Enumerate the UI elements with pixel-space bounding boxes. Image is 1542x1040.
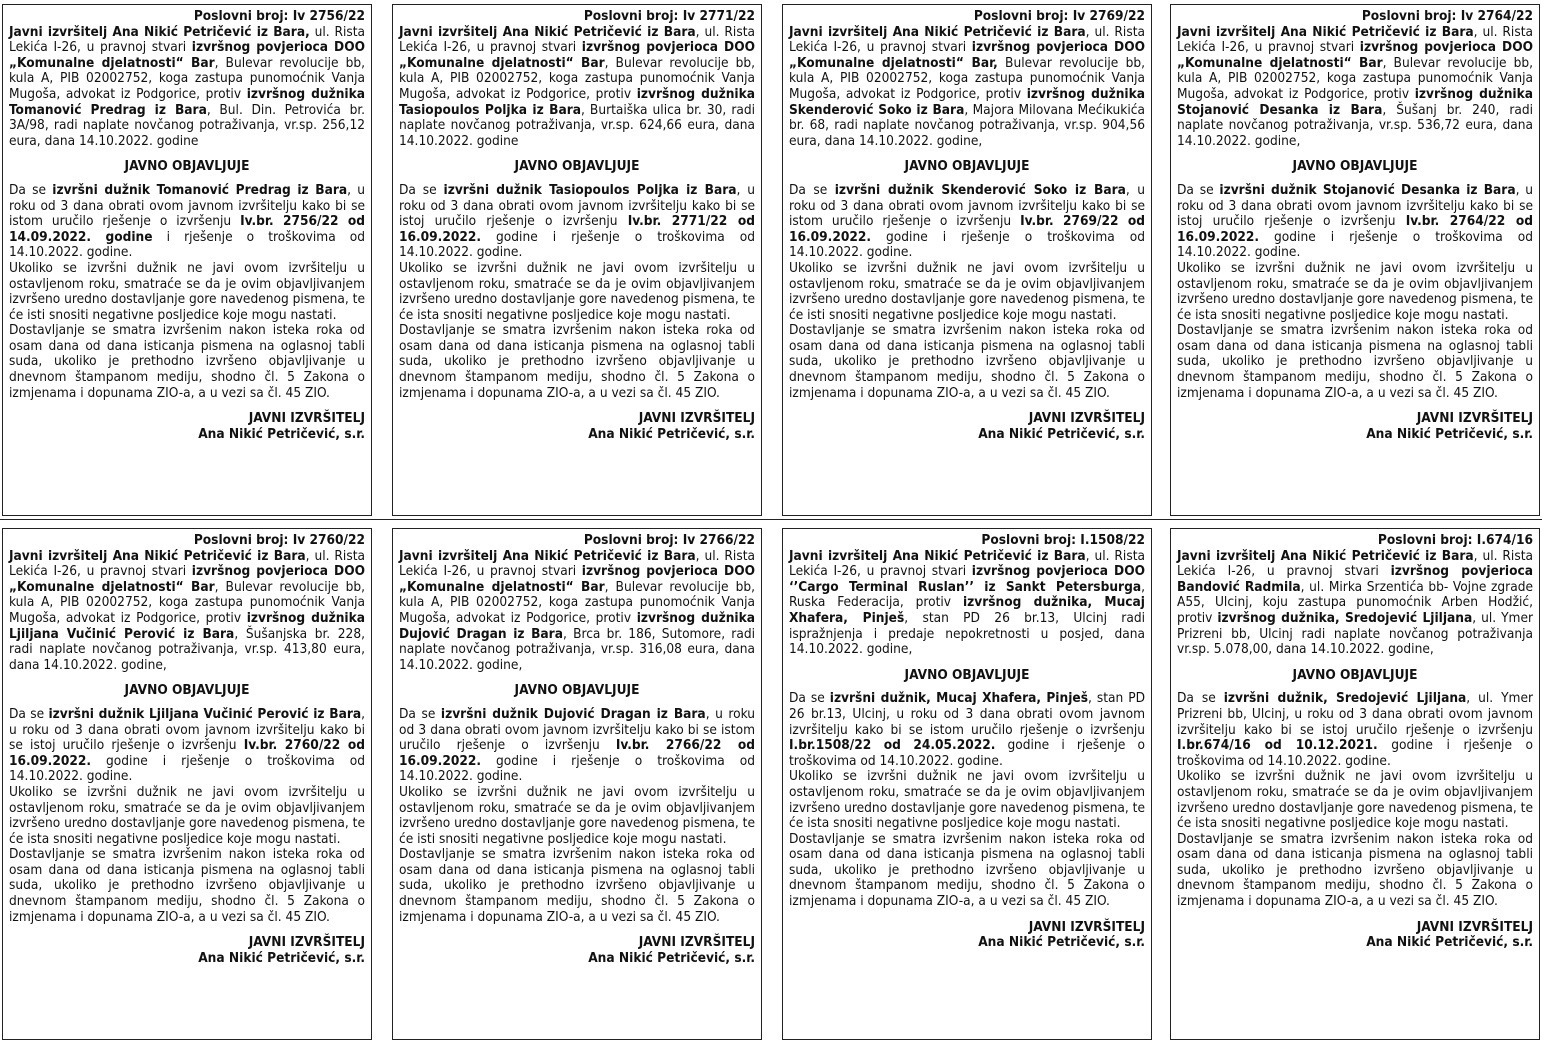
text-run: , u roku od 3 dana obrati ovom javnom izvršitelju kako bi se istoj uručilo rješenje o izvršenju: [399, 181, 755, 230]
bold-text-run: Javni izvršitelj Ana Nikić Petričević iz Bara: [399, 23, 696, 40]
notice-paragraph: Dostavljanje se smatra izvršenim nakon isteka roka od osam dana od dana isticanja pismena na oglasnoj tabli suda, ukoliko je prethodno izvršeno objavljivanje u dnevnom štampanom mediju, shodno čl. 5 Zakona o izmjenama i dopunama ZIO-a, a u vezi sa čl. 45 ZIO.: [9, 846, 365, 925]
signature-name: Ana Nikić Petričević, s.r.: [978, 934, 1145, 951]
text-run: godine i rješenje o troškovima od 14.10.2022. godine.: [399, 228, 755, 261]
bold-text-run: Javni izvršitelj Ana Nikić Petričević iz Bara: [399, 547, 696, 564]
bold-text-run: Iv.br. 2760/22 od 16.09.2022.: [9, 737, 365, 769]
notice-paragraph: Ukoliko se izvršni dužnik ne javi ovom izvršitelju u ostavljenom roku, smatraće se da je ovim objavljivanjem izvršeno uredno dostavljanje gore navedenog pismena, te će ista snositi negativne posljedice koje mogu nastati.: [9, 783, 365, 847]
notice-intro: [1177, 549, 1533, 658]
bold-text-run: izvršni dužnik Tomanović Predrag iz Bara: [52, 181, 348, 198]
notice-card: [2, 528, 372, 1040]
case-number: Poslovni broj: Iv 2769/22: [973, 8, 1145, 24]
bold-text-run: Iv.br. 2766/22 od 16.09.2022.: [399, 737, 756, 769]
bold-text-run: I.br.674/16 od 10.12.2021.: [1177, 737, 1378, 754]
text-run: , ul. Rista Lekića I-26, u pravnoj stvari: [9, 547, 365, 580]
text-run: , u roku od 3 dana obrati ovom javnom izvršitelju kako bi se istoj uručilo rješenje o izvršenju: [1177, 181, 1534, 230]
text-run: , Burtaiška ulica br. 30, radi naplate novčanog potraživanja, vr.sp. 624,66 eura, dana 14.10.2022. godine: [399, 101, 755, 149]
text-run: , ul. Rista Lekića I-26, u pravnoj stvari: [1177, 547, 1533, 580]
bold-text-run: izvršni dužnik Tasiopoulos Poljka iz Bara: [443, 181, 737, 198]
notice-paragraph: Ukoliko se izvršni dužnik ne javi ovom izvršitelju u ostavljenom roku, smatraće se da je ovim objavljivanjem izvršeno uredno dostavljanje gore navedenog pismena, te će ista snositi negativne posljedice koje mogu nastati.: [789, 768, 1145, 832]
notice-card: [1170, 4, 1540, 516]
bold-text-run: izvršni dužnik Stojanović Desanka iz Bara: [1219, 181, 1516, 198]
text-run: , u roku od 3 dana obrati ovom javnom izvršitelju kako bi se istom uručilo rješenje o izvršenju: [789, 181, 1145, 230]
text-run: i rješenje o troškovima od 14.10.2022. godine.: [9, 228, 365, 261]
text-run: , ul. Mirka Srzentića bb- Vojne zgrade A55, Ulcinj, koju zastupa punomoćnik Arben Hodžić, protiv: [1177, 578, 1533, 626]
notice-paragraph: [1177, 691, 1533, 769]
text-run: , Bulevar revolucije bb, kula A, PIB 02002752, koga zastupa punomoćnik Vanja Mugoša, advokat iz Podgorice, protiv: [9, 54, 365, 102]
notice-paragraph: Ukoliko se izvršni dužnik ne javi ovom izvršitelju u ostavljenom roku, smatraće se da je ovim objavljivanjem izvršeno uredno dostavljanje gore navedenog pismena, te će isti snositi negativne posljedice koje mogu nastati.: [399, 783, 755, 847]
case-number: Poslovni broj: Iv 2771/22: [583, 8, 755, 24]
notice-intro: [789, 25, 1145, 150]
bold-text-run: izvršnog povjerioca DOO „Komunalne djelatnosti“ Bar: [399, 563, 755, 595]
text-run: Da se: [789, 181, 835, 198]
bold-text-run: izvršnog dužnika Dujović Dragan iz Bara: [399, 609, 755, 642]
row-divider: [0, 519, 1542, 520]
bold-text-run: izvršnog dužnika Stojanović Desanka iz Bara: [1177, 85, 1533, 118]
bold-text-run: izvršni dužnik Skenderović Soko iz Bara: [834, 181, 1126, 198]
signature-title: JAVNI IZVRŠITELJ: [638, 934, 755, 951]
signature-title: JAVNI IZVRŠITELJ: [1416, 918, 1533, 935]
bold-text-run: izvršnog povjerioca DOO „Komunalne djelatnosti“ Bar: [399, 39, 755, 71]
bold-text-run: Javni izvršitelj Ana Nikić Petričević iz Bara: [1177, 23, 1474, 40]
notice-card: [2, 4, 372, 516]
bold-text-run: izvršni dužnik, Mucaj Xhafera, Pinješ: [829, 690, 1088, 707]
text-run: Da se: [9, 181, 53, 198]
notice-card: [782, 528, 1152, 1040]
bold-text-run: Javni izvršitelj Ana Nikić Petričević iz Bara,: [9, 23, 310, 40]
notice-paragraph: [399, 183, 755, 261]
text-run: ul. Rista Lekića I-26, u pravnoj stvari: [9, 23, 365, 56]
text-run: , ul. Ymer Prizreni bb, Ulcinj radi naplate novčanog potraživanja vr.sp. 5.078,00, dana 14.10.2022. godine,: [1177, 609, 1534, 658]
notice-card: [1170, 528, 1540, 1040]
notice-paragraph: Dostavljanje se smatra izvršenim nakon isteka roka od osam dana od dana isticanja pismena na oglasnoj tabli suda, ukoliko je prethodno izvršeno objavljivanje u dnevnom štampanom mediju, shodno čl. 5 Zakona o izmjenama i dopunama ZIO-a, a u vezi sa čl. 45 ZIO.: [789, 322, 1145, 401]
bold-text-run: Javni izvršitelj Ana Nikić Petričević iz Bara: [9, 547, 306, 564]
text-run: , ul. Ymer Prizreni bb, Ulcinj, u roku od 3 dana obrati ovom javnom izvršitelju kako bi se istoj uručilo rješenje o izvršenju: [1177, 690, 1534, 738]
signature-title: JAVNI IZVRŠITELJ: [1416, 410, 1533, 427]
notice-paragraph: Ukoliko se izvršni dužnik ne javi ovom izvršitelju u ostavljenom roku, smatraće se da je ovim objavljivanjem izvršeno uredno dostavljanje gore navedenog pismena, te će ista snositi negativne posljedice koje mogu nastati.: [1177, 768, 1533, 832]
notice-paragraph: [399, 707, 755, 785]
bold-text-run: izvršnog povjerioca DOO „Komunalne djelatnosti“ Bar: [9, 563, 365, 595]
text-run: , Brca br. 186, Sutomore, radi naplate novčanog potraživanja, vr.sp. 316,08 eura, dana 14.10.2022. godine,: [399, 625, 755, 673]
text-run: , Šušanj br. 240, radi naplate novčanog potraživanja, vr.sp. 536,72 eura, dana 14.10.2022. godine,: [1177, 101, 1534, 149]
text-run: , ul. Rista Lekića I-26, u pravnoj stvari: [789, 547, 1145, 580]
signature-name: Ana Nikić Petričević, s.r.: [978, 425, 1145, 442]
text-run: , u roku od 3 dana obrati ovom javnom izvršitelju kako bi se istom uručilo rješenje o izvršenju: [9, 181, 365, 230]
notice-intro: [399, 549, 755, 674]
signature: [9, 411, 365, 442]
bold-text-run: izvršnog povjerioca DOO „Komunalne djelatnosti“ Bar: [1177, 39, 1533, 71]
bold-text-run: Javni izvršitelj Ana Nikić Petričević iz Bara: [1177, 547, 1474, 564]
signature: [1177, 920, 1533, 951]
text-run: , ul. Rista Lekića I-26, u pravnoj stvari: [399, 547, 755, 580]
notice-paragraph: Dostavljanje se smatra izvršenim nakon isteka roka od osam dana od dana isticanja pismena na oglasnoj tabli suda, ukoliko je prethodno izvršeno objavljivanje u dnevnom štampanom mediju, shodno čl. 5 Zakona o izmjenama i dopunama ZIO-a, a u vezi sa čl. 45 ZIO.: [399, 322, 755, 401]
signature: [399, 935, 755, 966]
notice-paragraph: [789, 183, 1145, 261]
bold-text-run: izvršnog povjerioca DOO ‘’Cargo Terminal Ruslan’’ iz Sankt Petersburga: [789, 563, 1145, 595]
bold-text-run: izvršnog dužnika Ljiljana Vučinić Perović iz Bara: [9, 609, 365, 642]
text-run: Da se: [9, 705, 49, 722]
notice-paragraph: [9, 707, 365, 785]
bold-text-run: izvršnog dužnika, Mucaj Xhafera, Pinješ: [789, 594, 1145, 626]
signature: [9, 935, 365, 966]
text-run: godine i rješenje o troškovima od 14.10.2022. godine.: [9, 752, 365, 785]
signature-title: JAVNI IZVRŠITELJ: [1028, 918, 1145, 935]
signature: [399, 411, 755, 442]
notice-heading: JAVNO OBJAVLJUJE: [1292, 158, 1418, 175]
signature-name: Ana Nikić Petričević, s.r.: [588, 949, 755, 966]
text-run: , Majora Milovana Mećikukića br. 68, radi naplate novčanog potraživanja, vr.sp. 904,56 eura, dana 14.10.2022. godine,: [789, 101, 1145, 149]
notice-card: [782, 4, 1152, 516]
notice-paragraph: Ukoliko se izvršni dužnik ne javi ovom izvršitelju u ostavljenom roku, smatraće se da je ovim objavljivanjem izvršeno uredno dostavljanje gore navedenog pismena, te će isti snositi negativne posljedice koje mogu nastati.: [789, 259, 1145, 323]
bold-text-run: izvršnog dužnika Skenderović Soko iz Bara: [789, 85, 1145, 118]
text-run: , stan PD 26 br.13, Ulcinj radi ispražnjenja i predaje nepokretnosti u posjed, dana 14.10.2022. godine,: [789, 609, 1145, 658]
signature-title: JAVNI IZVRŠITELJ: [248, 410, 365, 427]
notice-intro: [399, 25, 755, 150]
bold-text-run: Javni izvršitelj Ana Nikić Petričević iz Bara: [789, 547, 1086, 564]
text-run: , stan PD 26 br.13, Ulcinj, u roku od 3 dana obrati ovom javnom izvršitelju kako bi se istom uručilo rješenje o izvršenju: [789, 690, 1146, 738]
text-run: Da se: [789, 690, 830, 707]
text-run: godine i rješenje o troškovima od 14.10.2022. godine.: [1177, 737, 1533, 769]
notice-card: [392, 4, 762, 516]
bold-text-run: Iv.br. 2756/22 od 14.09.2022. godine: [9, 213, 365, 245]
notice-intro: [789, 549, 1145, 658]
notice-heading: JAVNO OBJAVLJUJE: [1292, 666, 1418, 683]
text-run: Da se: [399, 705, 441, 722]
bold-text-run: Javni izvršitelj Ana Nikić Petričević iz Bara: [789, 23, 1086, 40]
notice-intro: [1177, 25, 1533, 150]
case-number: Poslovni broj: Iv 2760/22: [193, 532, 365, 548]
text-run: , Bulevar revolucije bb, kula A, PIB 02002752, koga zastupa punomoćnik Vanja Mugoša, advokat iz Podgorice, protiv: [9, 578, 365, 626]
text-run: Bulevar revolucije bb, kula A, PIB 02002752, koga zastupa punomoćnik Vanja Mugoša, advokat iz Podgorice, protiv: [789, 54, 1145, 102]
text-run: godine i rješenje o troškovima od 14.10.2022. godine.: [789, 228, 1145, 261]
signature: [1177, 411, 1533, 442]
text-run: , Šušanjska br. 228, radi naplate novčanog potraživanja, vr.sp. 413,80 eura, dana 14.10.2022. godine,: [9, 625, 365, 673]
case-number: Poslovni broj: Iv 2766/22: [583, 532, 755, 548]
case-number: Poslovni broj: Iv 2764/22: [1361, 8, 1533, 24]
notice-heading: JAVNO OBJAVLJUJE: [514, 158, 640, 175]
bold-text-run: izvršnog povjerioca DOO „Komunalne djelatnosti“ Bar,: [789, 39, 1145, 71]
signature-title: JAVNI IZVRŠITELJ: [248, 934, 365, 951]
notice-paragraph: Dostavljanje se smatra izvršenim nakon isteka roka od osam dana od dana isticanja pismena na oglasnoj tabli suda, ukoliko je prethodno izvršeno objavljivanje u dnevnom štampanom mediju, shodno čl. 5 Zakona o izmjenama i dopunama ZIO-a, a u vezi sa čl. 45 ZIO.: [9, 322, 365, 401]
bold-text-run: izvršnog dužnika Tomanović Predrag iz Bara: [9, 85, 365, 118]
text-run: Da se: [1177, 181, 1220, 198]
notice-heading: JAVNO OBJAVLJUJE: [514, 682, 640, 699]
text-run: godine i rješenje o troškovima od 14.10.2022. godine.: [399, 752, 755, 785]
case-number: Poslovni broj: Iv 2756/22: [193, 8, 365, 24]
notice-heading: JAVNO OBJAVLJUJE: [124, 682, 250, 699]
bold-text-run: izvršnog povjerioca Bandović Radmila: [1177, 563, 1533, 595]
bold-text-run: I.br.1508/22 od 24.05.2022.: [789, 737, 996, 754]
notice-paragraph: Dostavljanje se smatra izvršenim nakon isteka roka od osam dana od dana isticanja pismena na oglasnoj tabli suda, ukoliko je prethodno izvršeno objavljivanje u dnevnom štampanom mediju, shodno čl. 5 Zakona o izmjenama i dopunama ZIO-a, a u vezi sa čl. 45 ZIO.: [1177, 322, 1533, 401]
bold-text-run: Iv.br. 2764/22 od 16.09.2022.: [1177, 213, 1533, 245]
text-run: , Bulevar revolucije bb, kula A, PIB 02002752, koga zastupa punomoćnik Vanja Mugoša, advokat iz Podgorice, protiv: [399, 578, 755, 626]
notice-intro: [9, 25, 365, 150]
signature-name: Ana Nikić Petričević, s.r.: [588, 425, 755, 442]
notice-paragraph: [9, 183, 365, 261]
bold-text-run: izvršnog dužnika Tasiopoulos Poljka iz Bara: [399, 85, 755, 118]
text-run: Da se: [399, 181, 444, 198]
text-run: , ul. Rista Lekića I-26, u pravnoj stvari: [1177, 23, 1533, 56]
notice-heading: JAVNO OBJAVLJUJE: [904, 666, 1030, 683]
bold-text-run: Iv.br. 2769/22 od 16.09.2022.: [789, 213, 1145, 245]
notice-paragraph: Dostavljanje se smatra izvršenim nakon isteka roka od osam dana od dana isticanja pismena na oglasnoj tabli suda, ukoliko je prethodno izvršeno objavljivanje u dnevnom štampanom mediju, shodno čl. 5 Zakona o izmjenama i dopunama ZIO-a, a u vezi sa čl. 45 ZIO.: [399, 846, 755, 925]
bold-text-run: izvršnog dužnika, Sredojević Ljiljana: [1217, 609, 1473, 626]
notice-intro: [9, 549, 365, 674]
text-run: , Bul. Din. Petrovića br. 3A/98, radi naplate novčanog potraživanja, vr.sp. 256,12 eura, dana 14.10.2022. godine: [9, 101, 365, 149]
notice-heading: JAVNO OBJAVLJUJE: [904, 158, 1030, 175]
signature-name: Ana Nikić Petričević, s.r.: [1366, 934, 1533, 951]
text-run: , u roku od 3 dana obrati ovom javnom izvršitelju kako bi se istom uručilo rješenje o izvršenju: [399, 705, 756, 754]
signature-name: Ana Nikić Petričević, s.r.: [198, 949, 365, 966]
bold-text-run: izvršni dužnik, Sredojević Ljiljana: [1223, 690, 1467, 707]
notice-paragraph: [789, 691, 1145, 769]
case-number: Poslovni broj: I.1508/22: [981, 532, 1145, 548]
text-run: , Bulevar revolucije bb, kula A, PIB 02002752, koga zastupa punomoćnik Vanja Mugoša, advokat iz Podgorice, protiv: [399, 54, 755, 102]
signature: [789, 411, 1145, 442]
text-run: , u roku od 3 dana obrati ovom javnom izvršitelju kako bi se istoj uručilo rješenje o izvršenju: [9, 705, 365, 754]
signature: [789, 920, 1145, 951]
text-run: godine i rješenje o troškovima od 14.10.2022. godine.: [1177, 228, 1533, 261]
signature-name: Ana Nikić Petričević, s.r.: [198, 425, 365, 442]
notice-paragraph: Ukoliko se izvršni dužnik ne javi ovom izvršitelju u ostavljenom roku, smatraće se da je ovim objavljivanjem izvršeno uredno dostavljanje gore navedenog pismena, te će ista snositi negativne posljedice koje mogu nastati.: [399, 259, 755, 323]
text-run: Da se: [1177, 690, 1224, 707]
notice-paragraph: Ukoliko se izvršni dužnik ne javi ovom izvršitelju u ostavljenom roku, smatraće se da je ovim objavljivanjem izvršeno uredno dostavljanje gore navedenog pismena, te će isti snositi negativne posljedice koje mogu nastati.: [9, 259, 365, 323]
notice-paragraph: [1177, 183, 1533, 261]
signature-name: Ana Nikić Petričević, s.r.: [1366, 425, 1533, 442]
bold-text-run: izvršni dužnik Ljiljana Vučinić Perović iz Bara: [48, 705, 362, 722]
notice-paragraph: Dostavljanje se smatra izvršenim nakon isteka roka od osam dana od dana isticanja pismena na oglasnoj tabli suda, ukoliko je prethodno izvršeno objavljivanje u dnevnom štampanom mediju, shodno čl. 5 Zakona o izmjenama i dopunama ZIO-a, a u vezi sa čl. 45 ZIO.: [1177, 830, 1533, 910]
text-run: , ul. Rista Lekića I-26, u pravnoj stvari: [399, 23, 755, 56]
bold-text-run: Iv.br. 2771/22 od 16.09.2022.: [399, 213, 755, 245]
text-run: , ul. Rista Lekića I-26, u pravnoj stvari: [789, 23, 1145, 56]
bold-text-run: izvršni dužnik Dujović Dragan iz Bara: [440, 705, 706, 722]
text-run: , Ruska Federacija, protiv: [789, 578, 1145, 611]
case-number: Poslovni broj: I.674/16: [1377, 532, 1533, 548]
notice-card: [392, 528, 762, 1040]
signature-title: JAVNI IZVRŠITELJ: [1028, 410, 1145, 427]
signature-title: JAVNI IZVRŠITELJ: [638, 410, 755, 427]
notice-paragraph: Ukoliko se izvršni dužnik ne javi ovom izvršitelju u ostavljenom roku, smatraće se da je ovim objavljivanjem izvršeno uredno dostavljanje gore navedenog pismena, te će ista snositi negativne posljedice koje mogu nastati.: [1177, 259, 1533, 323]
notice-paragraph: Dostavljanje se smatra izvršenim nakon isteka roka od osam dana od dana isticanja pismena na oglasnoj tabli suda, ukoliko je prethodno izvršeno objavljivanje u dnevnom štampanom mediju, shodno čl. 5 Zakona o izmjenama i dopunama ZIO-a, a u vezi sa čl. 45 ZIO.: [789, 830, 1145, 910]
text-run: , Bulevar revolucije bb, kula A, PIB 02002752, koga zastupa punomoćnik Vanja Mugoša, advokat iz Podgorice, protiv: [1177, 54, 1533, 102]
text-run: godine i rješenje o troškovima od 14.10.2022. godine.: [789, 737, 1145, 769]
notice-heading: JAVNO OBJAVLJUJE: [124, 158, 250, 175]
bold-text-run: izvršnog povjerioca DOO „Komunalne djelatnosti“ Bar: [9, 39, 365, 71]
